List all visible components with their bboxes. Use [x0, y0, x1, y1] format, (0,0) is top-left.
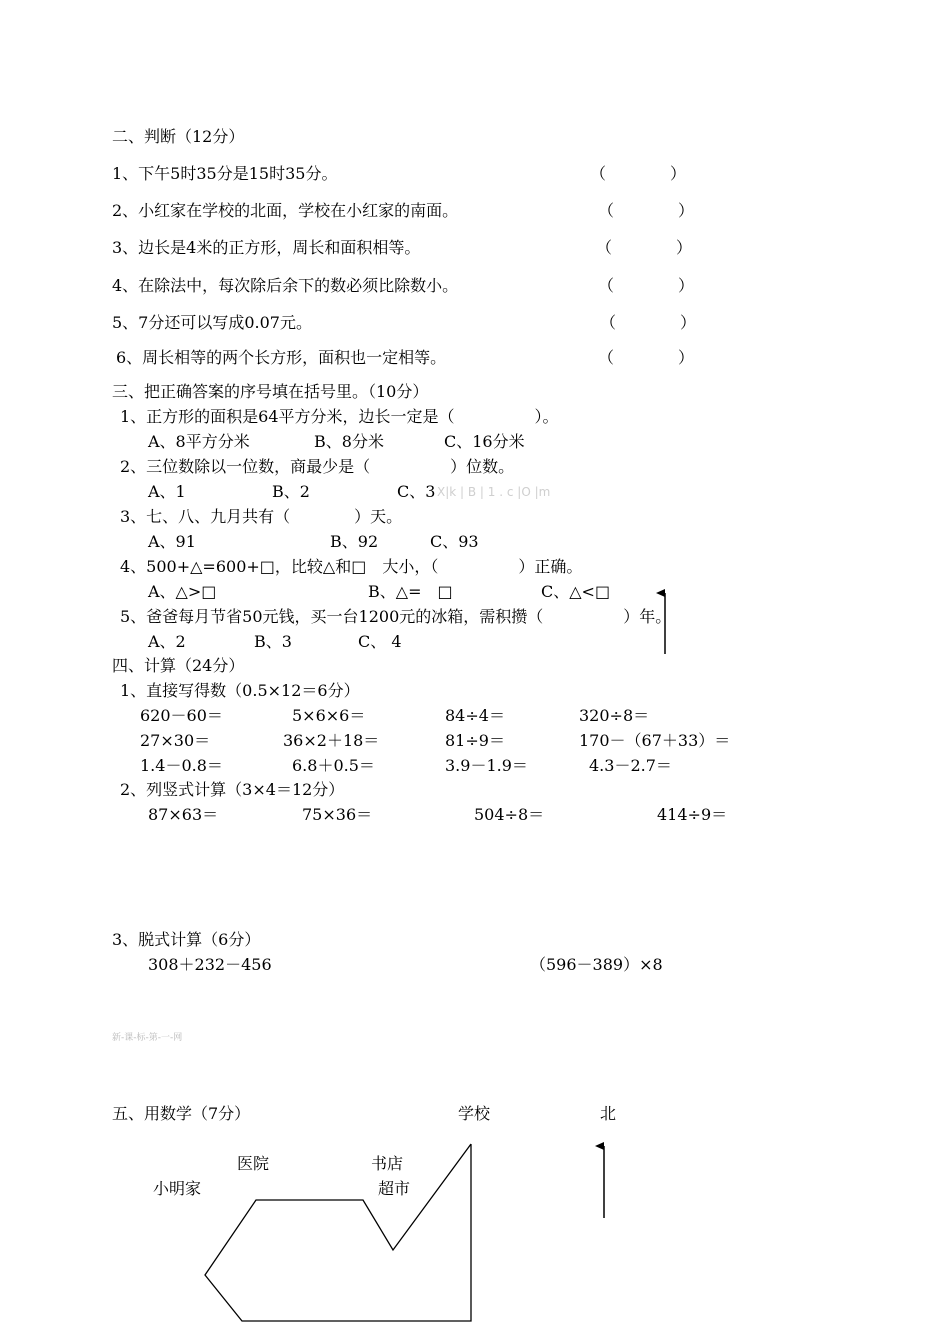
choice-4-option-a: A、△>□: [148, 582, 217, 601]
calc-expr: 320÷8＝: [579, 706, 650, 725]
map-label-home: 小明家: [153, 1179, 202, 1198]
map-label-bookstore: 书店: [371, 1154, 404, 1173]
map-label-hospital: 医院: [237, 1154, 270, 1173]
choice-4-option-b: B、△= □: [368, 582, 453, 601]
calc-stepwise-expr: 308＋232－456: [148, 955, 272, 974]
calc-expr: 1.4－0.8＝: [140, 756, 223, 775]
judge-question-5: 5、7分还可以写成0.07元。: [112, 313, 312, 332]
choice-2-option-a: A、1: [148, 482, 186, 501]
calc-vertical-expr: 75×36＝: [302, 805, 373, 824]
watermark-text: 新-课-标-第-一-网: [112, 1033, 183, 1043]
judge-answer-paren-1: （ ）: [590, 164, 687, 183]
judge-answer-paren-6: （ ）: [598, 348, 695, 367]
section-choice-title: 三、把正确答案的序号填在括号里。（10分）: [112, 382, 429, 401]
judge-question-3: 3、边长是4米的正方形，周长和面积相等。: [112, 238, 421, 257]
calc-sub3-title: 3、脱式计算（6分）: [112, 930, 261, 949]
judge-question-1: 1、下午5时35分是15时35分。: [112, 164, 338, 183]
choice-1-option-a: A、8平方分米: [148, 432, 250, 451]
calc-vertical-expr: 414÷9＝: [657, 805, 728, 824]
choice-question-3: 3、七、八、九月共有（ ）天。: [120, 507, 403, 526]
watermark-text: X|k | B | 1 . c |O |m: [437, 485, 551, 499]
section-apply-title: 五、用数学（7分）: [112, 1104, 251, 1123]
judge-question-4: 4、在除法中，每次除后余下的数必须比除数小。: [112, 276, 459, 295]
calc-sub2-title: 2、列竖式计算（3×4＝12分）: [120, 780, 345, 799]
section-judge-title: 二、判断（12分）: [112, 127, 245, 146]
calc-sub1-title: 1、直接写得数（0.5×12＝6分）: [120, 681, 360, 700]
choice-question-4: 4、500+△=600+□，比较△和□ 大小，（ ）正确。: [120, 557, 583, 576]
calc-vertical-expr: 87×63＝: [148, 805, 219, 824]
choice-1-option-b: B、8分米: [314, 432, 384, 451]
calc-expr: 4.3－2.7＝: [589, 756, 672, 775]
choice-3-option-b: B、92: [330, 532, 379, 551]
route-map-path: [205, 1144, 471, 1321]
choice-1-option-c: C、16分米: [444, 432, 525, 451]
calc-expr: 36×2＋18＝: [283, 731, 380, 750]
judge-answer-paren-3: （ ）: [596, 238, 693, 257]
map-label-north: 北: [600, 1104, 617, 1123]
section-calc-title: 四、计算（24分）: [112, 656, 245, 675]
calc-expr: 27×30＝: [140, 731, 211, 750]
choice-5-option-b: B、3: [254, 632, 292, 651]
choice-question-1: 1、正方形的面积是64平方分米，边长一定是（ ）。: [120, 407, 559, 426]
judge-answer-paren-4: （ ）: [598, 276, 695, 295]
choice-2-option-b: B、2: [272, 482, 310, 501]
calc-expr: 81÷9＝: [445, 731, 505, 750]
judge-answer-paren-2: （ ）: [598, 201, 695, 220]
calc-expr: 3.9－1.9＝: [445, 756, 528, 775]
choice-3-option-a: A、91: [148, 532, 196, 551]
calc-stepwise-expr: （596－389）×8: [530, 955, 663, 974]
choice-question-5: 5、爸爸每月节省50元钱，买一台1200元的冰箱，需积攒（ ）年。: [120, 607, 672, 626]
choice-2-option-c: C、3: [397, 482, 436, 501]
choice-5-option-c: C、 4: [358, 632, 402, 651]
judge-question-6: 6、周长相等的两个长方形，面积也一定相等。: [116, 348, 447, 367]
choice-3-option-c: C、93: [430, 532, 479, 551]
calc-expr: 5×6×6＝: [292, 706, 366, 725]
calc-expr: 170－（67＋33）＝: [579, 731, 731, 750]
judge-question-2: 2、小红家在学校的北面，学校在小红家的南面。: [112, 201, 459, 220]
choice-5-option-a: A、2: [148, 632, 186, 651]
judge-answer-paren-5: （ ）: [600, 313, 697, 332]
choice-4-option-c: C、△<□: [541, 582, 611, 601]
choice-question-2: 2、三位数除以一位数，商最少是（ ）位数。: [120, 457, 515, 476]
calc-expr: 84÷4＝: [445, 706, 505, 725]
map-label-market: 超市: [378, 1179, 411, 1198]
calc-vertical-expr: 504÷8＝: [474, 805, 545, 824]
calc-expr: 6.8＋0.5＝: [292, 756, 375, 775]
map-label-school: 学校: [458, 1104, 491, 1123]
calc-expr: 620－60＝: [140, 706, 223, 725]
